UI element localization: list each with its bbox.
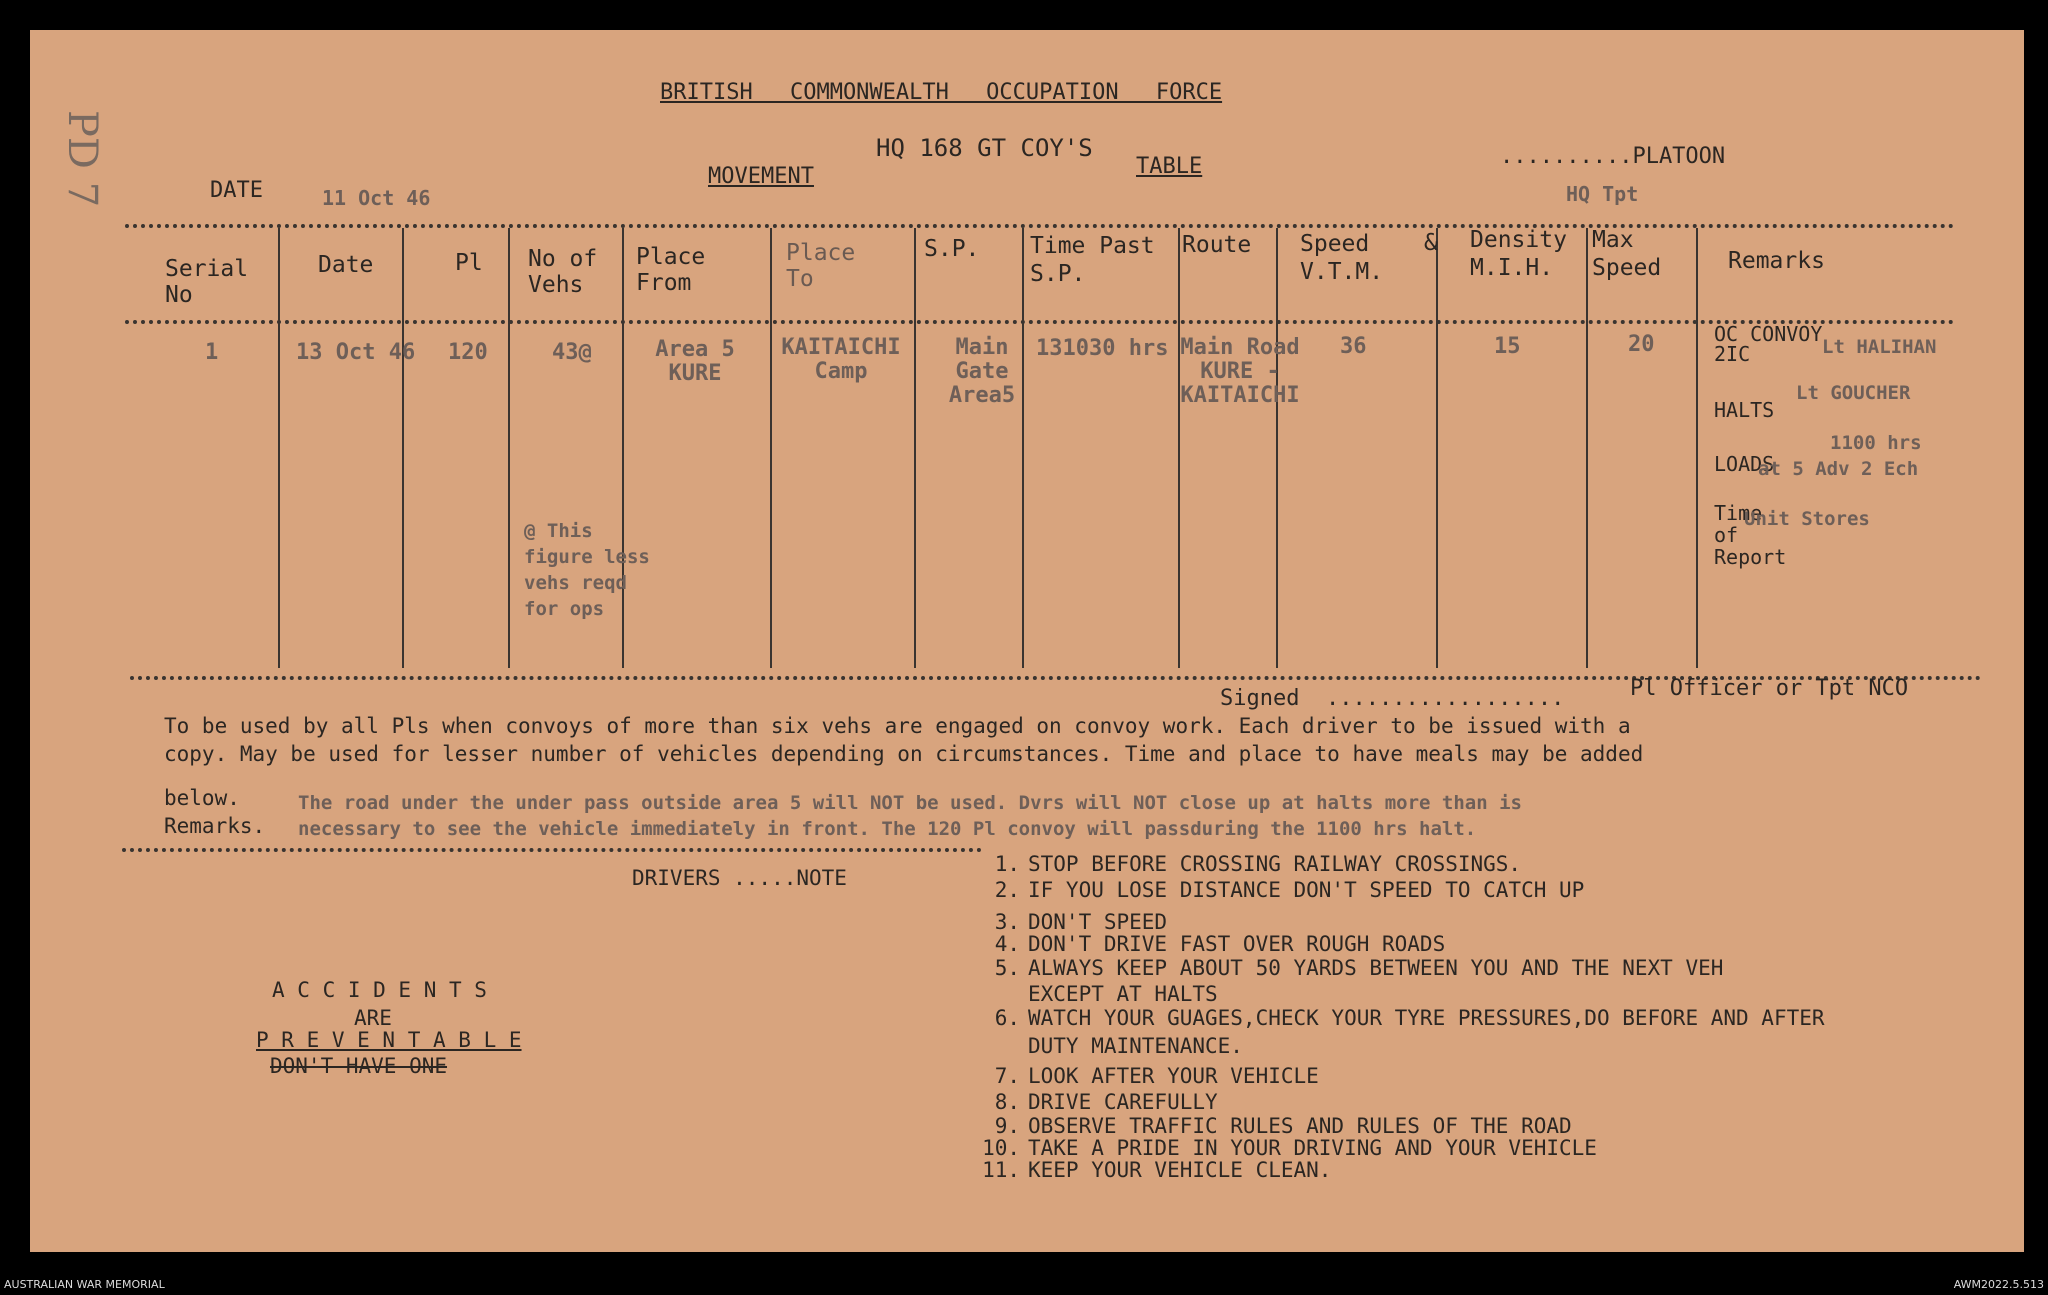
rule-text: OBSERVE TRAFFIC RULES AND RULES OF THE ROAD xyxy=(1028,1114,1572,1138)
table-column-divider xyxy=(402,228,404,668)
date-label: DATE xyxy=(210,178,263,203)
table-column-divider xyxy=(770,228,772,668)
header-speed: Speed V.T.M. xyxy=(1300,231,1384,285)
slogan-are: ARE xyxy=(354,1006,392,1030)
date-value: 11 Oct 46 xyxy=(322,186,431,210)
list-item xyxy=(978,1090,1218,1114)
rule-text: ALWAYS KEEP ABOUT 50 YARDS BETWEEN YOU AND THE NEXT VEH xyxy=(1028,956,1724,980)
rule-number: 1. xyxy=(994,852,1020,876)
slogan-preventable: P R E V E N T A B L E xyxy=(256,1028,522,1052)
instructions-line-2: copy. May be used for lesser number of vehicles depending on circumstances. Time and place to have meals may be added xyxy=(164,742,1644,766)
footer-credit: AUSTRALIAN WAR MEMORIAL xyxy=(4,1278,165,1291)
table-column-divider xyxy=(1276,228,1278,668)
rule-number: 6. xyxy=(994,1006,1020,1030)
rule-number: 4. xyxy=(994,932,1020,956)
cell-density: 15 xyxy=(1494,334,1521,359)
rule-text: KEEP YOUR VEHICLE CLEAN. xyxy=(1028,1158,1332,1182)
subtitle-table: TABLE xyxy=(1136,154,1203,179)
platoon-value: HQ Tpt xyxy=(1566,182,1639,206)
subtitle-movement: MOVEMENT xyxy=(708,164,814,189)
table-footnote: @ This figure less vehs reqd for ops xyxy=(524,520,650,620)
handwritten-note: PD 7 xyxy=(59,110,105,208)
cell-time-past-sp: 131030 hrs xyxy=(1036,336,1169,361)
list-item xyxy=(978,852,1521,876)
signed-dots: .................. xyxy=(1326,686,1565,711)
slogan-accidents: A C C I D E N T S xyxy=(272,978,487,1002)
rule-number: 11. xyxy=(982,1158,1020,1182)
cell-route: Main Road KURE - KAITAICHI xyxy=(1180,335,1300,408)
table-header-rule xyxy=(125,320,1955,324)
remarks-bottom-rule xyxy=(122,848,982,852)
header-date: Date xyxy=(318,252,374,278)
drivers-note-heading: DRIVERS .....NOTE xyxy=(632,866,847,890)
rule-text: DON'T DRIVE FAST OVER ROUGH ROADS xyxy=(1028,932,1446,956)
rule-text: DON'T SPEED xyxy=(1028,910,1168,934)
header-remarks: Remarks xyxy=(1728,248,1825,274)
remarks-label: Remarks. xyxy=(164,814,266,838)
list-item xyxy=(978,1158,1331,1182)
remark-value-report: Unit Stores xyxy=(1744,508,1870,530)
rule-text: DRIVE CAREFULLY xyxy=(1028,1090,1218,1114)
cell-place-to: KAITAICHI Camp xyxy=(781,335,901,384)
cell-speed: 36 xyxy=(1340,334,1367,359)
header-serial-no: Serial No xyxy=(165,256,249,308)
rule-text: WATCH YOUR GUAGES,CHECK YOUR TYRE PRESSURES,DO BEFORE AND AFTER xyxy=(1028,1006,1825,1030)
table-column-divider xyxy=(1436,228,1438,668)
rule-text: LOOK AFTER YOUR VEHICLE xyxy=(1028,1064,1319,1088)
unit-name: HQ 168 GT COY'S xyxy=(876,134,1093,162)
header-place-to: Place To xyxy=(786,240,856,292)
signed-label: Signed xyxy=(1220,686,1300,711)
rule-continuation: EXCEPT AT HALTS xyxy=(1028,982,1218,1006)
table-column-divider xyxy=(1022,228,1024,668)
header-route: Route xyxy=(1182,232,1252,258)
rule-text: IF YOU LOSE DISTANCE DON'T SPEED TO CATCH UP xyxy=(1028,878,1585,902)
document-title: BRITISH COMMONWEALTH OCCUPATION FORCE xyxy=(660,80,1223,105)
header-ampersand: & xyxy=(1424,230,1438,256)
list-item xyxy=(978,956,1723,980)
rule-number: 10. xyxy=(982,1136,1020,1160)
rule-number: 3. xyxy=(994,910,1020,934)
list-item xyxy=(978,1136,1597,1160)
cell-date: 13 Oct 46 xyxy=(296,340,416,365)
header-place-from: Place From xyxy=(636,244,706,296)
remark-value-loads: at 5 Adv 2 Ech xyxy=(1758,458,1919,480)
list-item xyxy=(978,932,1445,956)
cell-no-of-vehs: 43@ xyxy=(552,340,592,365)
remark-value-halts: 1100 hrs xyxy=(1830,432,1922,454)
cell-pl: 120 xyxy=(448,340,488,365)
rule-number: 8. xyxy=(994,1090,1020,1114)
rule-number: 7. xyxy=(994,1064,1020,1088)
signed-role: Pl Officer or Tpt NCO xyxy=(1630,676,1909,701)
remarks-line-2: necessary to see the vehicle immediately in front. The 120 Pl convoy will passduring the 1100 hrs halt. xyxy=(298,818,1477,840)
rule-text: STOP BEFORE CROSSING RAILWAY CROSSINGS. xyxy=(1028,852,1522,876)
remark-label-halts: HALTS xyxy=(1714,398,1775,422)
list-item xyxy=(978,1064,1319,1088)
header-sp: S.P. xyxy=(924,236,980,262)
header-no-of-vehs: No of Vehs xyxy=(528,246,598,298)
header-time-past-sp: Time Past S.P. xyxy=(1030,233,1155,287)
rule-text: TAKE A PRIDE IN YOUR DRIVING AND YOUR VEHICLE xyxy=(1028,1136,1597,1160)
table-column-divider xyxy=(1696,228,1698,668)
slogan-dont-have-one: DON'T HAVE ONE xyxy=(270,1054,448,1078)
remark-value-oc: Lt HALIHAN xyxy=(1822,336,1937,358)
instructions-line-3: below. xyxy=(164,786,240,810)
table-column-divider xyxy=(1586,228,1588,668)
list-item xyxy=(978,1006,1825,1030)
header-pl: Pl xyxy=(455,250,483,276)
list-item xyxy=(978,910,1167,934)
header-max-speed: Max Speed xyxy=(1592,227,1662,281)
remark-label-2ic: 2IC xyxy=(1714,342,1751,366)
cell-sp: Main Gate Area5 xyxy=(948,335,1016,408)
remark-value-2ic: Lt GOUCHER xyxy=(1796,382,1911,404)
rule-number: 9. xyxy=(994,1114,1020,1138)
list-item xyxy=(978,1114,1572,1138)
header-density: Density M.I.H. xyxy=(1470,227,1567,281)
footer-accession-number: AWM2022.5.513 xyxy=(1953,1278,2044,1291)
table-column-divider xyxy=(508,228,510,668)
table-column-divider xyxy=(914,228,916,668)
cell-place-from: Area 5 KURE xyxy=(655,337,735,386)
cell-max-speed: 20 xyxy=(1628,332,1655,357)
remark-label-loads: LOADS xyxy=(1714,452,1775,476)
table-column-divider xyxy=(1178,228,1180,668)
rule-continuation: DUTY MAINTENANCE. xyxy=(1028,1034,1243,1058)
platoon-label: ..........PLATOON xyxy=(1500,144,1726,169)
remarks-line-1: The road under the under pass outside area 5 will NOT be used. Dvrs will NOT close up at halts more than is xyxy=(298,792,1522,814)
cell-serial: 1 xyxy=(205,340,219,365)
remark-label-time-of-report: Time of Report xyxy=(1714,501,1787,569)
rule-number: 5. xyxy=(994,956,1020,980)
instructions-line-1: To be used by all Pls when convoys of more than six vehs are engaged on convoy work. Each driver to be issued with a xyxy=(164,714,1631,738)
rule-number: 2. xyxy=(994,878,1020,902)
table-column-divider xyxy=(278,228,280,668)
list-item xyxy=(978,878,1584,902)
remark-label-oc-convoy: OC CONVOY xyxy=(1714,322,1823,346)
